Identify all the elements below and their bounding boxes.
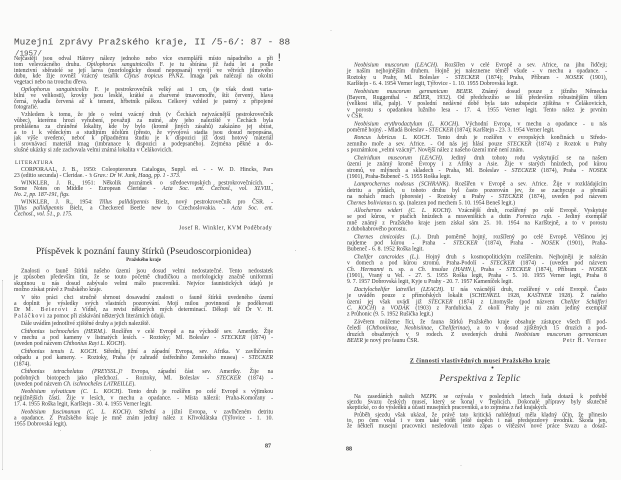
text: ? Evropa, západní část sev. Ameriky. Žije na: [120, 368, 273, 375]
text: Dále uvádím jednotlivé zjištěné druhy a jejich naleziště.: [21, 320, 151, 327]
author-signature: Josef R. Winkler, KVM Poděbrady: [179, 225, 272, 231]
text: možno získat právě z Pražského kraje.: [14, 286, 103, 293]
italic-text: STECKER: [428, 127, 454, 134]
text-line: [347, 200, 607, 206]
text-line: [347, 226, 607, 232]
text: z dubohabrového porostu.: [347, 226, 407, 233]
text: detritu a půdách, u tohoto druhu byl často pozorován jev, že se zachycuje a přenáší: [347, 187, 607, 194]
text: (1903) z Pardubicka. Z okolí Prahy je mi znám jediný exemplář: [409, 305, 607, 312]
text-line: [347, 127, 607, 133]
text: Some Notes on Middle - European Cleridae -: [14, 185, 163, 192]
text-line: [347, 147, 607, 153]
paragraph: [347, 412, 607, 429]
spaced-name: M. Beierovi: [25, 306, 69, 313]
verner-article-body: [14, 268, 273, 427]
paragraph: [347, 181, 607, 206]
paragraph: [347, 254, 607, 285]
text: (uveden pod názvem: [14, 340, 64, 347]
text: , 1932). Od předchozího se liší především robustnějším tělem: [429, 94, 607, 101]
italic-text: Opilophorus sanguinicollis: [86, 61, 154, 68]
text-line: [347, 246, 607, 252]
section-heading: Z činnosti vlastivědných museí Pražského kraje: [409, 357, 551, 364]
italic-text: Chernes bolivianus: [347, 199, 392, 206]
italic-text: Chelifer cancroides (L.): [354, 253, 419, 260]
italic-text: Ch. Hermanni: [347, 266, 384, 273]
text-line: [14, 313, 273, 319]
text: vůbec), kterému hrozí vyhubení, považuji za nutné, aby jeho naleziště v Čechách byla: [14, 117, 273, 124]
italic-text: Chthonius Rayi L. KOCH: [63, 340, 123, 347]
article-title: Příspěvek k poznání fauny štírků (Pseudoscorpionidea): [35, 246, 252, 257]
text-line: [347, 424, 607, 430]
italic-text: Chthoniinae, Neobisiinae, Cheliferinae: [368, 325, 468, 332]
text: a opadance. Z Pražského kraje je mně znám jediný nález z Křivoklátska (Týřovice - 1. 10.: [14, 414, 273, 421]
italic-text: Neobisium muscorum germanicum BEIER: [354, 88, 473, 95]
right-page: [311, 0, 621, 480]
text: (1874) -: [240, 374, 273, 381]
italic-text: Cheiridium museorum (LEACH): [354, 154, 442, 161]
text-line: [14, 321, 273, 327]
text-line: [14, 147, 273, 153]
text-line: [14, 173, 273, 179]
text-line: [14, 80, 273, 86]
text: bilní ve velikosti), krovky jsou lesklé, krátké a zbarvené tmavomodře, štít červený, hlava: [14, 92, 273, 99]
text: podobných biotopech jako předchozí. - Roztoky, Ml. Boleslav -: [14, 374, 217, 381]
text-line: [14, 287, 273, 293]
text-line: [14, 99, 273, 105]
italic-text: Opilophorus sanguinicollis: [21, 86, 89, 93]
text-line: [14, 381, 273, 387]
paragraph: [347, 121, 607, 133]
paragraph: [14, 348, 273, 367]
text: (1874) z Litomyšle (pod názvem: [452, 298, 561, 305]
text: z Průhonic (9. 5. 1952 Rušička legit.): [347, 311, 434, 318]
text: , Praha -: [474, 266, 507, 273]
text: Na zasedáních našich MZPK se ozývala v posledních letech řada dotazů k potřebě: [354, 393, 607, 400]
text: (1901), Vraný u Vel. - 27. 5. 1955 Roška legit, Praha - 5. 10. 1955 Verner legit, Praha 8: [347, 272, 607, 279]
italic-text: SCHENKEL: [471, 292, 501, 299]
reference-list: [14, 167, 273, 217]
text: a to i k vědeckým a studijním účelům (přesto, že vývojová stadia jsou dosud nepopsána,: [14, 129, 273, 136]
text: Bubeneč - 6. 8. 1952 Roška legit.: [347, 246, 424, 253]
paragraph: [14, 180, 273, 198]
italic-text: NOSEK: [541, 239, 560, 246]
text: vegetaci nebo na trouchu dřeva.: [14, 79, 88, 86]
italic-text: Ch. ischnocheles LATREILLE: [63, 380, 133, 387]
text: ), a to v dosud zjištěných 15 druzích a pod-: [467, 325, 607, 332]
text: ) a: [374, 305, 391, 312]
italic-text: STECKER: [511, 167, 536, 174]
text: s poznámkou „velmi vzácný“. Novější nález z našeho území mně není znám.: [347, 147, 525, 154]
paragraph: [347, 88, 607, 119]
text: Bielz, a Checkered Beetle new to Czechoslovakia. -: [63, 204, 232, 211]
italic-text: Formica rufa: [516, 213, 552, 220]
italic-text: Neobisium fuscimanum (C. L. KOCH): [21, 408, 131, 415]
text: (1901), Praha-Bubeneč - 5. 1955 Roška legit.: [347, 173, 452, 180]
italic-text: KASTNER: [527, 292, 552, 299]
text: 17. 4. 1955 Roška legit, Karlštejn - 30. 4. 1955 Verner legit.: [14, 401, 152, 408]
text: (uveden pod názvem: [14, 380, 64, 387]
italic-text: VODÁK: [390, 305, 410, 312]
scan-speck: [60, 430, 61, 431]
text: . Střední, jižní a západní Evropa, sev. Afrika. V zavlhčeném: [96, 348, 273, 355]
spaced-name: Paláčkovi: [14, 312, 46, 319]
italic-text: BEIER: [413, 94, 430, 101]
italic-text: STECKER: [216, 374, 241, 381]
margin-exclamation-mark: !: [276, 52, 283, 65]
italic-text: Ch. insulae (HAHN.): [418, 266, 475, 273]
italic-text: STECKER: [248, 354, 273, 361]
text-line: [14, 105, 273, 111]
italic-text: Neobisium sylvaticum (C. L. KOCH): [21, 388, 122, 395]
italic-text: Chelifer Schäfferi: [560, 298, 607, 305]
text: stromů, ve mlýnech a skladech - Praha, Ml. Boleslav -: [347, 167, 512, 174]
italic-text: Tillus pallidipennis: [14, 204, 64, 211]
text: za pomoc při získávání některých literárních údajů.: [45, 312, 166, 319]
italic-text: C. KOCH: [347, 305, 375, 312]
paragraph: [14, 294, 273, 319]
text: je uváděn pouze z přímořských lokalit (: [347, 292, 472, 299]
text: . Rozšířen v Evropě a sev. Africe. Žije v rozkládajícím: [448, 181, 607, 188]
text: v porostu s opadankou lužního lesa - 17. 4. 1955 Verner legit. Tento nález je prvním: [347, 106, 607, 113]
text: (1874); Praha, Příbram -: [479, 74, 566, 81]
paragraph: [347, 135, 607, 154]
text: (1874) -: [245, 334, 273, 341]
italic-text: Acta Soc. ent.: [231, 204, 273, 211]
text: . Východní Evropa, v mechu a opadance - u nás: [458, 120, 607, 127]
page-number: 87: [265, 442, 271, 449]
text: WINKLER, J. R., 1951: Několik poznámek o středoevropských pestrokrovečnících. -: [21, 179, 273, 186]
italic-text: Dactylochelifer latreillei (LEACH): [354, 286, 444, 293]
text: území je známý kromě Evropy i z Afriky a Asie. Žije v starých hnízdech, pod kůrou: [347, 161, 607, 168]
running-header: Muzejní zprávy Pražského kraje, II /5-6/: 87 - 88: [14, 36, 291, 48]
paragraph: [14, 321, 273, 327]
italic-text: Neobisium erythrodactylum (L. KOCH): [354, 120, 459, 127]
verner-article-continued: [347, 62, 607, 344]
scan-speck: [331, 30, 332, 31]
italic-text: NOSEK: [588, 167, 607, 174]
text: (1874), Příbram -: [530, 266, 589, 273]
text: 23 (editio secunda) - Cleridae. -: [14, 172, 89, 179]
text: Nejčastěji jsou odval Hátovy nálezy jednoho nebo více exemplářů místo nápadného a při: [14, 55, 273, 62]
text: . Rozšířen v celé Evropě a sev. Africe, na jihu řidčeji;: [436, 62, 607, 68]
text: sjezdu Svazu českých museí, který se konal v Teplicích. Dokonalé přípravy byly skutečně: [347, 399, 607, 406]
text: 1928). Z našeho: [551, 292, 607, 299]
text: F. je tu sbírána již řadu let a podle: [153, 61, 273, 68]
text-line: [347, 113, 607, 119]
scan-speck: [295, 250, 296, 251]
text: nejjižnějších částí. Žije v lesích, v mechu a opadance. - Místa nálezů: Praha-Komořany -: [14, 394, 273, 401]
text-line: [14, 401, 273, 407]
year-stamp: /1957/: [15, 49, 43, 58]
text: území jej však uvádí již: [347, 298, 429, 305]
article-title: Perspektiva z Teplic: [439, 373, 521, 384]
paragraph: [347, 286, 607, 317]
text: V této práci chci stručně shrnout dosavadní znalosti o fauně štírků uvedeného území: [21, 294, 273, 301]
italic-text: Lamprochernes nodosus (SCHRANK): [354, 181, 449, 188]
text: . Jediný druh tohoto rodu vyskytující se na našem: [441, 154, 607, 161]
text: (1901), Praha-: [559, 239, 607, 246]
italic-text: ’s Grav.: Dr W. Junk, Haag, pp. 1 - 373.: [88, 172, 181, 179]
text: skupinou u nás dosud zabývalo velmi málo pracovníků. Nejvíce faunistických údajů je: [14, 280, 273, 287]
text: je nový pro faunu ČSR.: [362, 337, 419, 344]
text: . U nás vzácnější druh, rozšířený v celé Evropě. Často: [443, 286, 607, 293]
paragraph: [14, 369, 273, 388]
text: poměrně hojný. - Mladá Boleslav -: [347, 127, 429, 134]
text: slušné ukázky si zde zachovala velmi známá lokalita v Čelákovicích.: [14, 146, 173, 153]
paragraph: [347, 62, 607, 87]
text: Závěrem můžeme říci, že fauna štírků Pražského kraje obsahuje zástupce všech tří pod-: [354, 318, 607, 325]
text-line: [14, 341, 273, 347]
paragraph: [14, 409, 273, 428]
italic-text: Tillus pallidipennis: [99, 198, 149, 205]
text: CORPORAAL, J. B., 1950: Coleopterorum Catalogus, Suppl. ed. - - W. D. Hincks, Pars: [21, 166, 273, 173]
text: je způsoben především tím, že se touto početně chudičkou a morfologicky značně uniformní: [14, 274, 273, 281]
text: Bielz, nový pestrokrovečník pro ČSR. -: [148, 198, 273, 205]
text: Dr: [14, 306, 26, 313]
text-line: [347, 81, 607, 87]
italic-text: Clytus tropicus: [124, 73, 164, 80]
text: PANZ. Imaga pak nalézají na okolní: [163, 73, 273, 80]
text: F. je pestrokrovečník velký asi 1 cm, (je však dosti varia-: [88, 86, 273, 93]
page-number: 88: [346, 445, 352, 452]
paragraph: [14, 389, 273, 408]
text-line: [14, 361, 273, 367]
text: . Rozšířen v celé Evropě a na východě sev. Ameriky. Žije: [105, 328, 273, 335]
paragraph: [347, 394, 607, 411]
text: Karlštejn - 6. 4. 1954 Verner legit, Týřovice - 1. 10. 1955 Dobrovská legit.: [347, 80, 519, 87]
italic-text: STECKER: [428, 298, 453, 305]
text: v domech a pod kůrou stromů. Praha-Podolí -: [347, 260, 491, 267]
scan-speck: [150, 450, 151, 451]
text: zemního moře a sev. Africe. - Od nás jej hlásí pouze: [347, 140, 508, 147]
italic-text: Acta Soc. ent. Čechosl., vol. XLVIII.,: [162, 185, 273, 192]
text: (1901),: [583, 74, 607, 81]
text: (1874).: [14, 360, 31, 367]
text: že někteří musejní pracovníci nesledovali tento zápas o vítězství nové práce Svazu a dosaž-: [347, 423, 607, 430]
paragraph: [347, 155, 607, 180]
paragraph: [14, 167, 273, 179]
text-line: [14, 192, 273, 198]
italic-text: Neobisium muscorum germanicum: [514, 331, 607, 338]
text: odpadu a pod kameny. - Roztoky, Praha (v zahradě ústředního Zemského musea) -: [14, 354, 249, 361]
text: čeledí (: [347, 325, 369, 332]
italic-text: Čechosl., vol. 51., p. 175.: [14, 210, 73, 217]
italic-text: Chthonius ischnocheles (HERM.): [21, 328, 106, 335]
paragraph: [347, 319, 607, 344]
text: mně známý z Pražského kraje jsem získal sám 25. 10. 1954 na Karlštejně, a to v porostu: [347, 219, 607, 226]
text: WINKLER, J. R., 1954:: [21, 198, 100, 205]
text: najdeme pod kůrou - Praha -: [347, 239, 454, 246]
italic-text: STECKER: [454, 74, 480, 81]
text: ).: [122, 340, 126, 347]
italic-text: STECKER: [221, 334, 246, 341]
italic-text: Roncus lubricus L. KOCH: [354, 134, 430, 141]
text: druzích obsažených v 9 rodech. Z uvedených druhů: [347, 331, 515, 338]
italic-text: Chthonius tetrachelatus (PREYSSL.): [21, 368, 121, 375]
paragraph: [14, 112, 273, 153]
text-line: [347, 338, 607, 344]
literature-heading: LITERATURA: [15, 160, 54, 166]
text: jak výše uvedeno, neboť k případnému studiu je k dispozici již dosti hotový materiál: [14, 135, 273, 142]
scan-noise: [2, 280, 3, 470]
italic-text: No. 2, pp. 187-191, figs.: [14, 191, 70, 198]
text: černá, tykadla červená až k temeni, hřbetník pálkou. Celkový vzhled je patrný z připojené: [14, 98, 273, 105]
text: se pod kůrou, v ptačích hnízdech a mraveništích a dutin: [347, 213, 517, 220]
italic-text: NOSEK: [565, 74, 584, 81]
italic-text: STECKER: [506, 266, 531, 273]
text: (1874) - (uveden pod názvem: [514, 260, 607, 267]
paragraph: [14, 328, 273, 347]
italic-text: Chthonius tenuis L. KOCH: [21, 348, 97, 355]
text-line: [14, 421, 273, 427]
text: prohlášena za chráněné lokality, kde by bylo (kromě jiných zásahů) zakázáno jej sbírat,: [14, 123, 273, 130]
text: v mechu a pod kameny v listnatých lesích. - Roztoky; Ml. Boleslav -: [14, 334, 222, 341]
text-line: [347, 279, 607, 285]
paragraph: [14, 199, 273, 217]
paragraph: [347, 234, 607, 253]
text-line: [14, 211, 273, 217]
text-line: [347, 107, 607, 113]
text: n. sp. (nalezen pod mechem 5. 10. 1954 Beneš legit.): [391, 199, 515, 206]
text: . Střední a jižní Evropa, v zavlhčeném detritu: [130, 408, 274, 415]
text: a doplnit je výsledky svých vlastních pozorování. Mojí milou povinností je poděkovati: [14, 300, 273, 307]
text: v ČSR.: [347, 113, 364, 120]
text: (velikost těla, palp). V poslední nedávné době byla tato subspecie zjištěna v Čelákovicích,: [347, 100, 607, 107]
scan-speck: [461, 465, 462, 466]
text: . Tento druh je rozšířen po celé Evropě s výjimkou: [121, 388, 273, 395]
text: to, po čem volal i v tom také vidět ještě úspěch i náš předsjezdový úvodník. Škoda jen,: [347, 417, 607, 424]
text: dubu, kde žije rovněž vzácný tesařík: [14, 73, 125, 80]
text: . Známý dosud pouze z jižního Německa: [472, 88, 608, 95]
italic-text: STECKER: [507, 140, 532, 147]
text: Znalosti o fauně štírků našeho území jsou dosud velmi nedostatečné. Tento nedostatek: [21, 268, 273, 274]
italic-text: STECKER: [498, 193, 524, 200]
text: Průběh sjezdu však ukázal, že právě tato kritická nahlédnutí měla kladný účin, že přineslo: [354, 411, 607, 418]
text-line: [347, 173, 607, 179]
text: tom velevzácného druhu.: [14, 61, 87, 68]
article-subtitle: Pražského kraje: [126, 257, 161, 263]
text: . Druh poměrně hojný, rozšířený po celé Evropě. Většinou jej: [419, 233, 607, 240]
paragraph: [347, 207, 607, 232]
text: Vzhledem k tomu, že jde o velmi vzácný druh (v Čechách nejvzácnější pestrokrovečník: [21, 111, 273, 118]
text: n. sp. a: [383, 266, 419, 273]
italic-text: NOSEK: [588, 266, 607, 273]
italic-text: Neobisium muscorum (LEACH): [354, 62, 437, 68]
text: Roztoky u Prahy, Ml. Boleslav -: [347, 74, 455, 81]
text: 1955 Dobrovská legit).: [14, 421, 68, 428]
text: (1874) z Roztok u Prahy: [531, 140, 607, 147]
text: z Vídně, za revisi některých mých determinací. Děkuji též Dr V. H.: [68, 306, 273, 313]
text: ).: [132, 380, 136, 387]
text: . - Jediný exemplář: [551, 213, 607, 220]
text: 1928,: [500, 292, 528, 299]
text: fotografie.: [14, 104, 39, 111]
winkler-article-body: [14, 56, 273, 153]
text-line: [347, 311, 607, 317]
text: je naším nejhojnějším druhem. Hojně jej nalezneme téměř všude - v mechu a opadance. -: [347, 68, 607, 75]
text: (1874); Karlštejn - 23. 3. 1954 Verner legit.: [453, 127, 555, 134]
author-signature: Petr H. Verner: [562, 337, 607, 344]
text: intenzivní sběratelé se její larva (morfologicky dosud nepopsaná) vyvíjí ve větvích jilmového: [14, 67, 273, 74]
text: (1874), Praha -: [477, 239, 542, 246]
text-line: [14, 355, 273, 361]
text: (1874), uveden pod názvem: [523, 193, 607, 200]
teplice-article-body: [347, 394, 607, 429]
text: skeptické, co do výsledků a účasti musejních pracovníků, a to zejména z řad krajských.: [347, 404, 548, 411]
text: . Tento druh je rozšířen v evropských končinách u Středo-: [429, 134, 608, 141]
italic-text: BEIER: [347, 337, 363, 344]
ornament-dot: [492, 367, 494, 369]
text: (Bayern, Ruggenthal -: [347, 94, 414, 101]
text-line: [347, 405, 607, 411]
text: . Vzácnější druh, rozšířený po celé Evropě. Vyskytuje: [450, 207, 607, 214]
paragraph: [14, 268, 273, 293]
text: i srovnávací materiál imag (imbranace k dispozici a podepsaného). Zejména pěkné a do-: [14, 141, 273, 148]
text: (1874), Praha -: [535, 167, 589, 174]
italic-text: Chernes cimicoides (L.): [354, 233, 420, 240]
italic-text: STECKER: [490, 260, 515, 267]
paragraph: [14, 87, 273, 111]
text: na nohách much (phoresie) - Roztoky u Prahy -: [347, 193, 499, 200]
paragraph: [14, 56, 273, 85]
text: . Hojný druh s kosmopolitickým rozšířením. Nejhojněji je nalézán: [418, 253, 607, 260]
italic-text: STECKER: [453, 239, 478, 246]
text: 9. 7. 1957 Dobrovská legit, Kyje u Prahy - 20. 7. 1957 Kameníček legit.: [347, 278, 513, 285]
italic-text: Allochernes wideri (C. L. KOCH): [354, 207, 451, 214]
